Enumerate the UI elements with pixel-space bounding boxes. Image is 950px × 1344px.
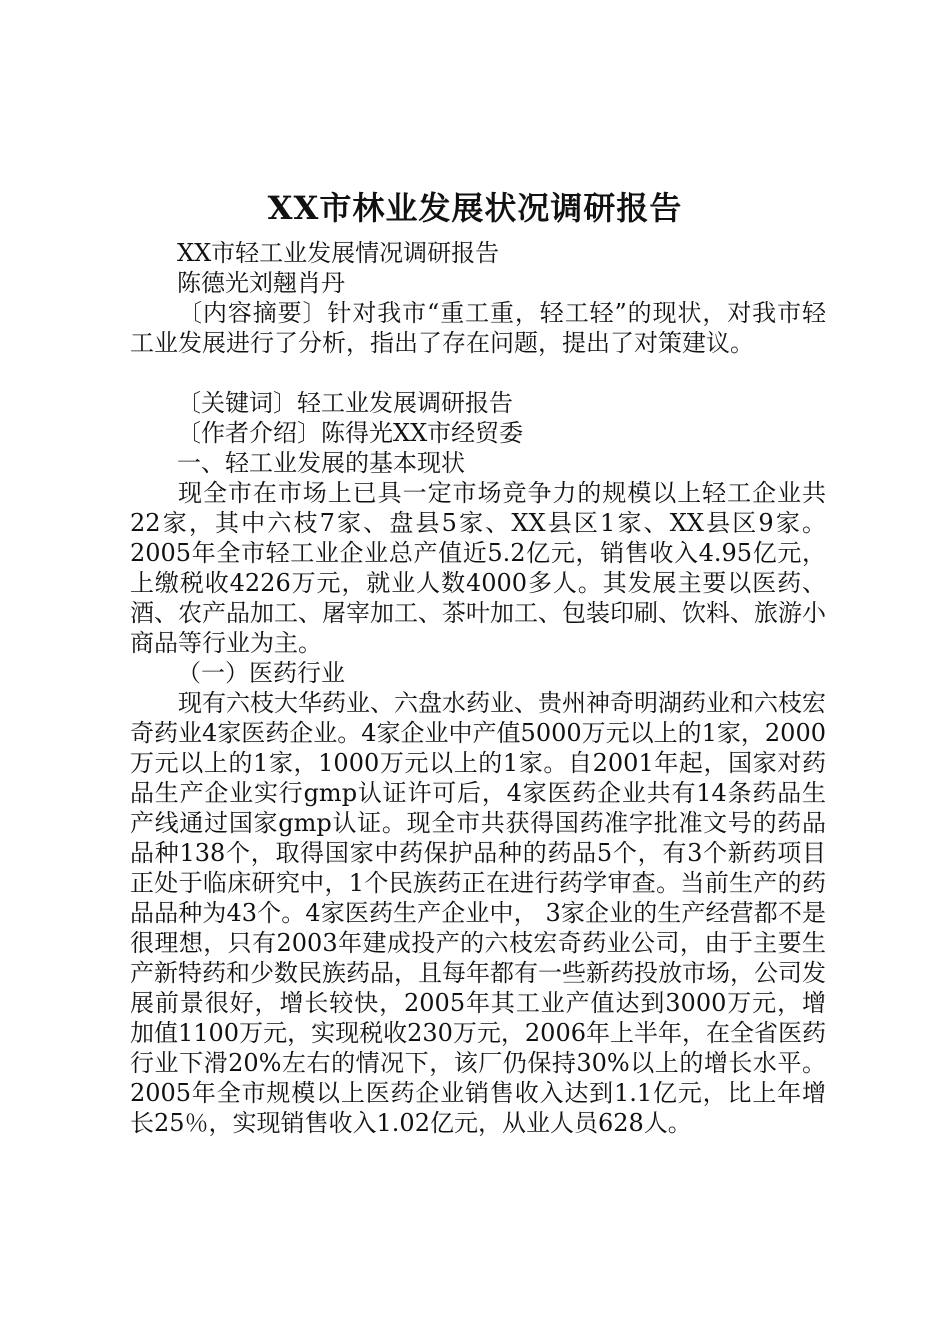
- report-authors: 陈德光刘翹肖丹: [177, 269, 345, 297]
- subsection-paragraph: 现有六枝大华药业、六盘水药业、贵州神奇明湖药业和六枝宏奇药业4家医药企业。4家企业中产值5000万元以上的1家，2000万元以上的1家，1000万元以上的1家。自2001年起，国家对药品生产企业实行gmp认证许可后，4家医药企业共有14条药品生产线通过国家gmp认证。现全市共获得国药准字批准文号的药品品种138个，取得国家中药保护品种的药品5个，有3个新药项目正处于临床研究中，1个民族药正在进行药学审查。当前生产的药品品种为43个。4家医药生产企业中， 3家企业的生产经营都不是很理想，只有2003年建成投产的六枝宏奇药业公司，由于主要生产新特药和少数民族药品，且每年都有一些新药投放市场，公司发展前景很好，增长较快，2005年其工业产值达到3000万元，增加值1100万元，实现税收230万元，2006年上半年，在全省医药行业下滑20%左右的情况下，该厂仍保持30%以上的增长水平。2005年全市规模以上医药企业销售收入达到1.1亿元，比上年增长25％，实现销售收入1.02亿元，从业人员628人。: [130, 689, 826, 1137]
- keywords-line: 〔关键词〕轻工业发展调研报告: [177, 389, 513, 417]
- section-paragraph: 现全市在市场上已具一定市场竞争力的规模以上轻工企业共22家，其中六枝7家、盘县5家、XX县区1家、XX县区9家。2005年全市轻工业企业总产值近5.2亿元，销售收入4.95亿元，上缴税收4226万元，就业人数4000多人。其发展主要以医药、酒、农产品加工、屠宰加工、茶叶加工、包装印刷、饮料、旅游小商品等行业为主。: [130, 479, 826, 657]
- section-heading: 一、轻工业发展的基本现状: [177, 449, 465, 477]
- document-title: XX市林业发展状况调研报告: [267, 189, 683, 227]
- document-body: [130, 238, 826, 1138]
- author-intro-line: 〔作者介绍〕陈得光XX市经贸委: [177, 419, 524, 447]
- paragraph-spacer: [130, 358, 826, 388]
- report-subtitle: XX市轻工业发展情况调研报告: [177, 239, 500, 267]
- subsection-heading: （一）医药行业: [177, 659, 345, 687]
- abstract-paragraph: 〔内容摘要〕针对我市“重工重，轻工轻”的现状，对我市轻工业发展进行了分析，指出了存在问题，提出了对策建议。: [130, 299, 826, 357]
